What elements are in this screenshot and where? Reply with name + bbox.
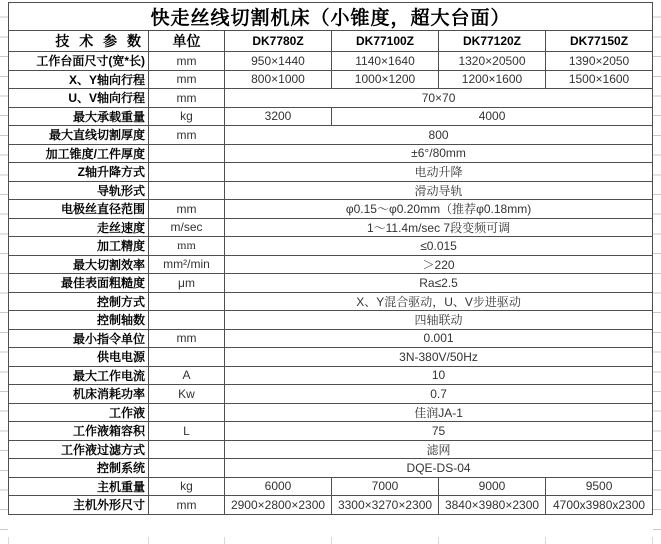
table-row <box>9 422 653 441</box>
unit-cell: Kw <box>149 385 225 404</box>
param-label: 供电电源 <box>9 348 149 367</box>
param-label: 加工锥度/工件厚度 <box>9 144 149 163</box>
unit-cell <box>149 311 225 330</box>
value-cell: 1390×2050 <box>546 52 653 71</box>
value-cell: φ0.15～φ0.20mm（推荐φ0.18mm) <box>225 200 653 219</box>
param-label: 控制方式 <box>9 292 149 311</box>
table-row <box>9 459 653 478</box>
right-gridline-strip <box>653 0 661 537</box>
value-cell: 7000 <box>332 477 439 496</box>
value-cell: 1～11.4m/sec 7段变频可调 <box>225 218 653 237</box>
param-label: 最大切割效率 <box>9 255 149 274</box>
param-label: 走丝速度 <box>9 218 149 237</box>
table-row <box>9 144 653 163</box>
param-label: 工作液过滤方式 <box>9 440 149 459</box>
table-row <box>9 496 653 515</box>
table-row <box>9 440 653 459</box>
value-cell: 滑动导轨 <box>225 181 653 200</box>
param-label: 导轨形式 <box>9 181 149 200</box>
value-cell: 10 <box>225 366 653 385</box>
gridline-stub <box>652 537 653 544</box>
title-row <box>9 3 653 31</box>
unit-cell: mm <box>149 329 225 348</box>
param-label: 最小指令单位 <box>9 329 149 348</box>
value-cell: ＞220 <box>225 255 653 274</box>
spec-table-body <box>9 52 653 515</box>
left-gridline-strip <box>0 0 8 537</box>
unit-cell <box>149 144 225 163</box>
param-label: 电极丝直径范围 <box>9 200 149 219</box>
column-header-model-1: DK7780Z <box>225 31 332 52</box>
value-cell: 1200×1600 <box>439 70 546 89</box>
table-row <box>9 477 653 496</box>
value-cell: 0.7 <box>225 385 653 404</box>
table-row <box>9 311 653 330</box>
gridline-stub <box>8 537 9 544</box>
column-header-unit: 单位 <box>149 31 225 52</box>
param-label: 工作台面尺寸(宽*长) <box>9 52 149 71</box>
value-cell: 3N-380V/50Hz <box>225 348 653 367</box>
value-cell: 1500×1600 <box>546 70 653 89</box>
value-cell: 70×70 <box>225 89 653 108</box>
gridline-stub <box>224 537 225 544</box>
value-cell: X、Y混合驱动，U、V步进驱动 <box>225 292 653 311</box>
table-row <box>9 292 653 311</box>
unit-cell <box>149 181 225 200</box>
spec-table <box>8 2 653 515</box>
unit-cell <box>149 292 225 311</box>
table-row <box>9 403 653 422</box>
param-label: U、V轴向行程 <box>9 89 149 108</box>
gridline-stub <box>148 537 149 544</box>
table-row <box>9 181 653 200</box>
table-row <box>9 274 653 293</box>
value-cell: ±6°/80mm <box>225 144 653 163</box>
gridline-stub <box>438 537 439 544</box>
value-cell: 4700x3980x2300 <box>546 496 653 515</box>
column-header-model-2: DK77100Z <box>332 31 439 52</box>
value-cell: 9000 <box>439 477 546 496</box>
param-label: 最大承载重量 <box>9 107 149 126</box>
value-cell: 800×1000 <box>225 70 332 89</box>
unit-cell <box>149 459 225 478</box>
value-cell: Ra≤2.5 <box>225 274 653 293</box>
value-cell: 1320×20500 <box>439 52 546 71</box>
table-row <box>9 348 653 367</box>
page-title: 快走丝线切割机床（小锥度，超大台面） <box>9 3 653 31</box>
value-cell: 6000 <box>225 477 332 496</box>
param-label: 控制轴数 <box>9 311 149 330</box>
unit-cell: mm <box>149 126 225 145</box>
param-label: 最佳表面粗糙度 <box>9 274 149 293</box>
value-cell: 950×1440 <box>225 52 332 71</box>
table-row <box>9 329 653 348</box>
table-row <box>9 70 653 89</box>
param-label: 主机重量 <box>9 477 149 496</box>
table-row <box>9 163 653 182</box>
unit-cell: mm <box>149 200 225 219</box>
table-row <box>9 237 653 256</box>
param-label: 控制系统 <box>9 459 149 478</box>
value-cell: 1000×1200 <box>332 70 439 89</box>
unit-cell <box>149 403 225 422</box>
param-label: Z轴升降方式 <box>9 163 149 182</box>
table-row <box>9 200 653 219</box>
value-cell: 2900×2800×2300 <box>225 496 332 515</box>
unit-cell: mm²/min <box>149 255 225 274</box>
unit-cell: L <box>149 422 225 441</box>
unit-cell: kg <box>149 477 225 496</box>
unit-cell: mm <box>149 89 225 108</box>
value-cell: 四轴联动 <box>225 311 653 330</box>
value-cell: 4000 <box>332 107 653 126</box>
value-cell: 佳润JA-1 <box>225 403 653 422</box>
param-label: 加工精度 <box>9 237 149 256</box>
value-cell: 0.001 <box>225 329 653 348</box>
unit-cell <box>149 440 225 459</box>
param-label: 工作液箱容积 <box>9 422 149 441</box>
table-row <box>9 89 653 108</box>
value-cell: 3300×3270×2300 <box>332 496 439 515</box>
unit-cell: mm <box>149 52 225 71</box>
value-cell: DQE-DS-04 <box>225 459 653 478</box>
unit-cell: μm <box>149 274 225 293</box>
table-row <box>9 385 653 404</box>
unit-cell: m/sec <box>149 218 225 237</box>
value-cell: 800 <box>225 126 653 145</box>
table-row <box>9 107 653 126</box>
column-header-parameters: 技 术 参 数 <box>9 31 149 52</box>
value-cell: 1140×1640 <box>332 52 439 71</box>
table-row <box>9 366 653 385</box>
column-header-model-4: DK77150Z <box>546 31 653 52</box>
unit-cell: mm <box>149 237 225 256</box>
unit-cell: mm <box>149 496 225 515</box>
value-cell: ≤0.015 <box>225 237 653 256</box>
unit-cell: A <box>149 366 225 385</box>
value-cell: 3840×3980×2300 <box>439 496 546 515</box>
gridline-stub <box>545 537 546 544</box>
value-cell: 滤网 <box>225 440 653 459</box>
param-label: 工作液 <box>9 403 149 422</box>
table-row <box>9 218 653 237</box>
table-row <box>9 255 653 274</box>
param-label: 机床消耗功率 <box>9 385 149 404</box>
param-label: 最大直线切割厚度 <box>9 126 149 145</box>
unit-cell: mm <box>149 70 225 89</box>
param-label: 最大工作电流 <box>9 366 149 385</box>
unit-cell <box>149 163 225 182</box>
value-cell: 3200 <box>225 107 332 126</box>
value-cell: 9500 <box>546 477 653 496</box>
header-row <box>9 31 653 52</box>
param-label: 主机外形尺寸 <box>9 496 149 515</box>
value-cell: 75 <box>225 422 653 441</box>
gridline-stub <box>331 537 332 544</box>
table-row <box>9 126 653 145</box>
unit-cell: kg <box>149 107 225 126</box>
param-label: X、Y轴向行程 <box>9 70 149 89</box>
value-cell: 电动升降 <box>225 163 653 182</box>
unit-cell <box>149 348 225 367</box>
table-row <box>9 52 653 71</box>
column-header-model-3: DK77120Z <box>439 31 546 52</box>
